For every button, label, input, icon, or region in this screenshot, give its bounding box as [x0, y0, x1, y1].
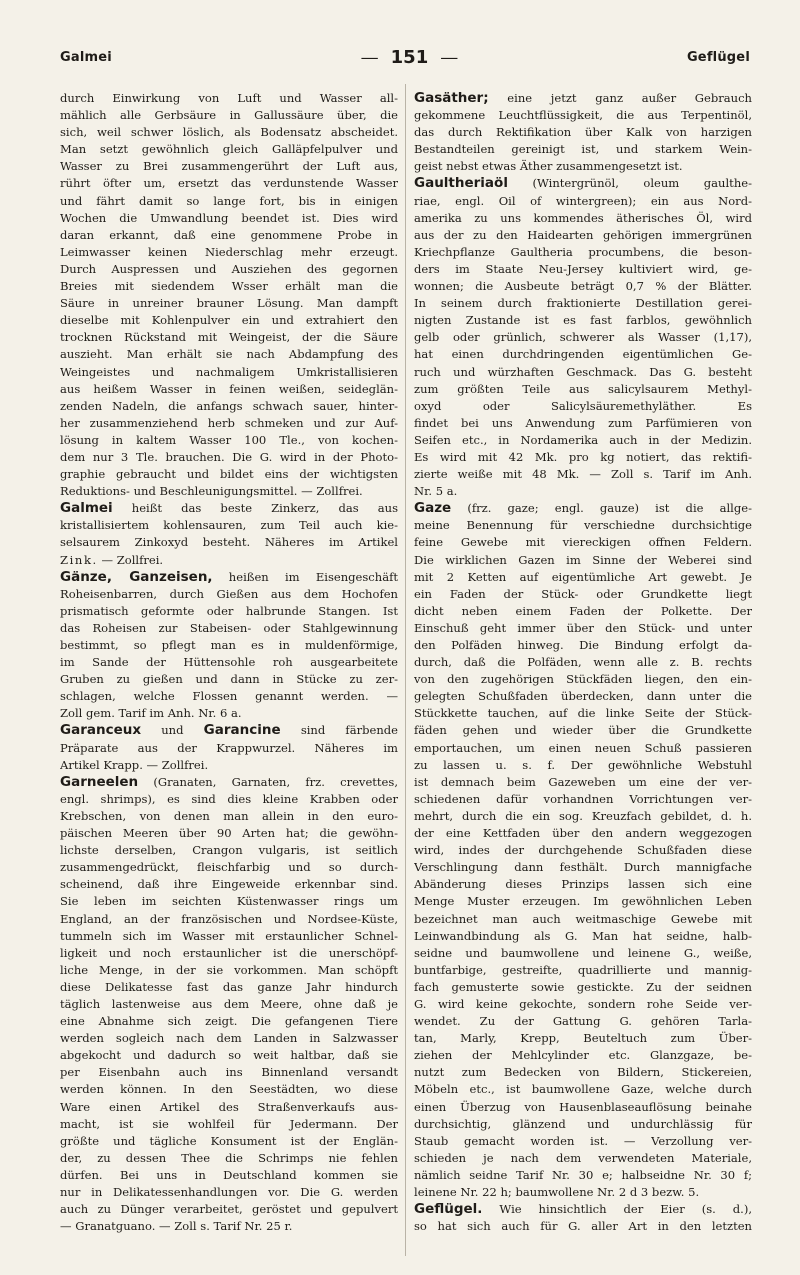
line-text: (frz. gaze; engl. gauze) ist die allge- — [451, 501, 752, 516]
text-line — [60, 911, 398, 928]
text-line — [414, 945, 752, 962]
spaced-term: Zink. — [60, 552, 98, 567]
header-center — [361, 47, 459, 68]
text-line — [60, 210, 398, 227]
text-line — [414, 381, 752, 398]
text-line — [414, 825, 752, 842]
text-line — [60, 893, 398, 910]
text-line — [414, 722, 752, 739]
entry-headword: Garneelen — [60, 773, 139, 790]
line-text: Leinwandbindung als G. Man hat seidne, halb- — [414, 928, 752, 943]
text-line — [414, 1099, 752, 1116]
text-line — [414, 859, 752, 876]
line-text: eine jetzt ganz außer Gebrauch — [488, 91, 752, 105]
line-text: hat einen durchdringenden eigentümlichen Ge- — [414, 347, 752, 362]
line-text: geist nebst etwas Äther zusammengesetzt ist. — [414, 159, 683, 174]
text-line — [414, 398, 752, 415]
text-line — [60, 825, 398, 842]
line-text: fäden gehen und wieder über die Grundkette — [414, 723, 752, 738]
line-text: schieden je nach dem verwendeten Materiale, — [414, 1150, 752, 1165]
line-text: liche Menge, in der sie vorkommen. Man schöpft — [60, 962, 398, 977]
text-line — [60, 107, 398, 124]
entry-headword: Gaze — [414, 500, 452, 517]
text-line — [60, 278, 398, 295]
line-text: findet bei uns Anwendung zum Parfümieren von — [414, 415, 752, 430]
text-line — [60, 1201, 398, 1218]
line-text: ein Faden der Stück- oder Grundkette liegt — [414, 586, 752, 601]
entry-headword: Gasäther; — [414, 90, 489, 106]
line-text: zierte weiße mit 48 Mk. — Zoll s. Tarif im Anh. — [414, 467, 752, 482]
text-line — [414, 654, 752, 671]
text-line — [60, 945, 398, 962]
text-line — [60, 244, 398, 261]
text-line — [414, 124, 752, 141]
line-text: auch zu Dünger verarbeitet, geröstet und gepulvert — [60, 1202, 398, 1217]
line-text: buntfarbige, gestreifte, quadrillierte und mannig- — [414, 962, 752, 977]
text-line — [414, 1064, 752, 1081]
line-text: wonnen; die Ausbeute beträgt 0,7 % der Blätter. — [414, 279, 752, 294]
line-text: (Wintergrünöl, oleum gaulthe- — [507, 176, 752, 191]
text-line — [60, 483, 398, 500]
line-text: Zoll gem. Tarif im Anh. Nr. 6 a. — [60, 706, 242, 721]
line-text: auszieht. Man erhält sie nach Abdampfung des — [60, 347, 398, 362]
header-right-word: Geflügel — [686, 49, 750, 65]
text-line — [414, 996, 752, 1013]
text-line — [414, 193, 752, 210]
text-line — [414, 911, 752, 928]
line-text: daran erkannt, daß eine genommene Probe in — [60, 227, 398, 242]
line-text: Gruben zu gießen und dann in Stücke zu zer- — [60, 672, 398, 687]
entry-headword: Garancine — [203, 722, 281, 739]
line-text: zum größten Teile aus salicylsaurem Methyl- — [414, 381, 752, 396]
text-line — [60, 1099, 398, 1116]
text-line — [60, 124, 398, 141]
text-line — [60, 791, 398, 808]
right-column — [414, 90, 752, 1255]
text-line — [60, 312, 398, 329]
line-text: emportauchen, um einen neuen Schuß passieren — [414, 740, 752, 755]
line-text: Die wirklichen Gazen im Sinne der Weberei sind — [414, 552, 752, 567]
text-line — [414, 107, 752, 124]
line-text: selsaurem Zinkoxyd besteht. Näheres im Artikel — [60, 535, 398, 550]
line-text: Menge Muster erzeugen. Im gewöhnlichen Leben — [414, 894, 752, 909]
text-line — [60, 432, 398, 449]
line-text: das durch Rektifikation über Kalk von harzigen — [414, 125, 752, 140]
line-text: durchsichtig, glänzend und undurchlässig für — [414, 1116, 752, 1131]
text-line — [60, 329, 398, 346]
line-text: Wasser zu Brei zusammengerührt der Luft aus, — [60, 159, 398, 174]
line-text: oxyd oder Salicylsäuremethyläther. Es — [414, 398, 752, 413]
line-text: meine Benennung für verschiedne durchsichtige — [414, 518, 752, 533]
text-line — [414, 449, 752, 466]
text-line — [414, 1133, 752, 1150]
line-text: werden sogleich nach dem Landen in Salzwasser — [60, 1031, 398, 1046]
text-line — [60, 928, 398, 945]
text-line — [60, 517, 398, 534]
line-text: durch Einwirkung von Luft und Wasser all- — [60, 91, 398, 105]
text-line — [60, 552, 398, 569]
line-text: G. wird keine gekochte, sondern rohe Seide ver- — [414, 996, 752, 1011]
text-line — [414, 500, 752, 517]
line-text: Roheisenbarren, durch Gießen aus dem Hochofen — [60, 586, 398, 601]
text-line — [414, 808, 752, 825]
line-text: lösung in kaltem Wasser 100 Tle., von kochen- — [60, 432, 398, 447]
text-line — [414, 1047, 752, 1064]
line-text: Stückkette tauchen, auf die linke Seite der Stück- — [414, 706, 752, 721]
line-text: leinene Nr. 22 h; baumwollene Nr. 2 d 3 bezw. 5. — [414, 1185, 700, 1199]
line-text: — Zollfrei. — [97, 552, 164, 567]
text-line — [60, 1081, 398, 1098]
line-text: diese Delikatesse fast das ganze Jahr hindurch — [60, 979, 398, 994]
line-text: Verschlingung dann festhält. Durch mannigfache — [414, 860, 752, 875]
line-text: heißt das beste Zinkerz, das aus — [112, 501, 398, 516]
text-line — [60, 586, 398, 603]
text-line — [60, 603, 398, 620]
text-line — [414, 705, 752, 722]
text-line — [414, 1013, 752, 1030]
line-text: bestimmt, so pflegt man es in muldenförmige, — [60, 638, 398, 652]
text-line — [60, 364, 398, 381]
line-text: eine Abnahme sich zeigt. Die gefangenen Tiere — [60, 1014, 398, 1029]
text-line — [60, 774, 398, 791]
text-line — [414, 1150, 752, 1167]
text-line — [60, 1167, 398, 1184]
text-line — [414, 90, 752, 107]
line-text: Präparate aus der Krappwurzel. Näheres im — [60, 740, 398, 755]
line-text: schiedenen dafür vorhandnen Vorrichtungen ver- — [414, 791, 752, 806]
line-text: tummeln sich im Wasser mit erstaunlicher Schnel- — [60, 928, 398, 943]
line-text: Möbeln etc., ist baumwollene Gaze, welche durch — [414, 1082, 752, 1097]
text-line — [60, 722, 398, 739]
line-text: zu lassen u. s. f. Der gewöhnliche Webstuhl — [414, 757, 752, 772]
line-text: ist demnach beim Gazeweben um eine der ver- — [414, 774, 752, 789]
text-line — [60, 705, 398, 722]
line-text: kristallisiertem kohlensauren, zum Teil auch kie- — [60, 518, 398, 533]
text-line — [60, 1047, 398, 1064]
text-line — [60, 1013, 398, 1030]
text-line — [414, 261, 752, 278]
line-text: gelegten Schußfaden überdecken, dann unter die — [414, 689, 752, 704]
line-text: werden können. In den Seestädten, wo diese — [60, 1082, 398, 1097]
text-line — [60, 620, 398, 637]
line-text: Ware einen Artikel des Straßenverkaufs aus- — [60, 1099, 398, 1114]
line-text: nutzt zum Bedecken von Bildern, Stickereien, — [414, 1065, 752, 1080]
line-text: feine Gewebe mit viereckigen offnen Feldern. — [414, 535, 752, 550]
text-line — [414, 1081, 752, 1098]
text-line — [60, 569, 398, 586]
line-text: nämlich seidne Tarif Nr. 30 e; halbseidne Nr. 30 f; — [414, 1167, 752, 1182]
line-text: dieselbe mit Kohlenpulver ein und extrahiert den — [60, 313, 398, 328]
text-line — [414, 1030, 752, 1047]
line-text: fach gemusterte sowie gestickte. Zu der seidnen — [414, 979, 752, 994]
text-line — [60, 381, 398, 398]
line-text: Artikel Krapp. — Zollfrei. — [60, 757, 209, 772]
line-text: heißen im Eisengeschäft — [212, 569, 398, 584]
text-line — [414, 842, 752, 859]
text-line — [414, 517, 752, 534]
text-line — [60, 996, 398, 1013]
text-line — [60, 534, 398, 551]
text-line — [414, 791, 752, 808]
text-line — [414, 295, 752, 312]
text-line — [60, 637, 398, 654]
line-text: das Roheisen zur Stabeisen- oder Stahlgewinnung — [60, 620, 398, 635]
line-text: und fährt damit so lange fort, bis in einigen — [60, 193, 398, 208]
line-text: Abänderung dieses Prinzips lassen sich eine — [414, 877, 752, 892]
text-line — [414, 534, 752, 551]
text-line — [60, 979, 398, 996]
text-line — [414, 278, 752, 295]
text-line — [414, 1167, 752, 1184]
line-text: Weingeistes und nachmaligem Umkristallisieren — [60, 364, 398, 379]
text-line — [414, 364, 752, 381]
line-text: trocknen Rückstand mit Weingeist, der die Säure — [60, 330, 398, 345]
line-text: der eine Kettfaden über den andern weggezogen — [414, 826, 752, 841]
text-line — [414, 757, 752, 774]
text-line — [60, 688, 398, 705]
text-line — [60, 859, 398, 876]
text-line — [60, 1184, 398, 1201]
line-text: Es wird mit 42 Mk. pro kg notiert, das rektifi- — [414, 449, 752, 464]
line-text: Staub gemacht worden ist. — Verzollung ver- — [414, 1133, 752, 1148]
line-text: rührt öfter um, ersetzt das verdunstende Wasser — [60, 176, 398, 191]
text-line — [414, 774, 752, 791]
line-text: tan, Marly, Krepp, Beuteltuch zum Über- — [414, 1031, 752, 1046]
line-text: schlagen, welche Flossen genannt werden. — — [60, 689, 398, 704]
line-text: gekommene Leuchtflüssigkeit, die aus Terpentinöl, — [414, 108, 752, 123]
line-text: gelb oder grünlich, schwerer als Wasser (1,17), — [414, 330, 752, 345]
text-line — [414, 158, 752, 175]
text-line — [60, 466, 398, 483]
line-text: im Sande der Hüttensohle roh ausgearbeitete — [60, 655, 398, 670]
line-text: prismatisch geformte oder halbrunde Stangen. Ist — [60, 603, 398, 618]
line-text: graphie gebraucht und bildet eins der wichtigsten — [60, 467, 398, 482]
text-line — [60, 1064, 398, 1081]
text-line — [414, 620, 752, 637]
text-line — [414, 586, 752, 603]
text-line — [60, 158, 398, 175]
text-line — [414, 210, 752, 227]
line-text: ders im Staate Neu-Jersey kultiviert wird, ge- — [414, 261, 752, 276]
text-line — [414, 1116, 752, 1133]
line-text: sich, weil schwer löslich, als Bodensatz abscheidet. — [60, 125, 398, 140]
text-line — [60, 1150, 398, 1167]
line-text: bezeichnet man auch weitmaschige Gewebe mit — [414, 911, 752, 926]
line-text: zusammengedrückt, fleischfarbig und so durch- — [60, 860, 398, 875]
line-text: lichste derselben, Crangon vulgaris, ist seitlich — [60, 843, 398, 858]
line-text: dürfen. Bei uns in Deutschland kommen sie — [60, 1167, 398, 1182]
line-text: aus der zu den Haidearten gehörigen immergrünen — [414, 227, 752, 242]
line-text: ziehen der Mehlcylinder etc. Glanzgaze, be- — [414, 1048, 752, 1063]
line-text: — Granatguano. — Zoll s. Tarif Nr. 25 r. — [60, 1219, 293, 1234]
text-line — [414, 1201, 752, 1218]
running-header — [60, 40, 750, 74]
header-left-word: Galmei — [60, 49, 112, 65]
text-line — [60, 671, 398, 688]
line-text: Durch Auspressen und Ausziehen des gegornen — [60, 261, 398, 276]
text-line — [60, 500, 398, 517]
entry-headword: Gaultheriaöl — [414, 175, 508, 192]
header-dash-left: — — [360, 46, 379, 68]
entry-headword: Geflügel. — [414, 1201, 483, 1218]
line-text: von den zugehörigen Stückfäden liegen, den ein- — [414, 672, 752, 687]
text-line — [414, 1218, 752, 1235]
text-line — [60, 227, 398, 244]
text-line — [60, 740, 398, 757]
line-text: Leimwasser keinen Niederschlag mehr erzeugt. — [60, 244, 398, 259]
text-line — [60, 1218, 398, 1235]
line-text: her zusammenziehend herb schmeken und zur Auf- — [60, 415, 398, 430]
text-line — [60, 842, 398, 859]
text-line — [60, 757, 398, 774]
line-text: und — [141, 723, 204, 738]
text-line — [60, 141, 398, 158]
text-line — [414, 415, 752, 432]
text-line — [60, 1030, 398, 1047]
text-line — [414, 175, 752, 192]
line-text: Nr. 5 a. — [414, 484, 458, 499]
text-line — [60, 449, 398, 466]
column-divider — [405, 84, 406, 1256]
header-dash-right: — — [440, 46, 459, 68]
line-text: täglich lastenweise aus dem Meere, ohne daß je — [60, 996, 398, 1011]
text-line — [414, 329, 752, 346]
text-line — [414, 466, 752, 483]
text-line — [60, 415, 398, 432]
text-line — [60, 398, 398, 415]
text-line — [60, 876, 398, 893]
line-text: ruch und würzhaften Geschmack. Das G. besteht — [414, 364, 752, 379]
entry-headword: Gänze, Ganzeisen, — [60, 568, 213, 585]
line-text: abgekocht und dadurch so weit haltbar, daß sie — [60, 1048, 398, 1063]
line-text: sind färbende — [280, 723, 398, 738]
line-text: einen Überzug von Hausenblaseauflösung beinahe — [414, 1099, 752, 1114]
line-text: scheinend, daß ihre Eingeweide erkennbar sind. — [60, 877, 398, 892]
text-line — [414, 893, 752, 910]
line-text: amerika zu uns kommendes ätherisches Öl, wird — [414, 210, 752, 225]
line-text: den Polfäden hinweg. Die Bindung erfolgt da- — [414, 638, 752, 652]
text-line — [414, 928, 752, 945]
text-line — [60, 193, 398, 210]
line-text: zenden Nadeln, die anfangs schwach sauer, hinter- — [60, 398, 398, 413]
line-text: Man setzt gewöhnlich gleich Galläpfelpulver und — [60, 142, 398, 157]
text-line — [414, 432, 752, 449]
line-text: nur in Delikatessenhandlungen vor. Die G. werden — [60, 1185, 398, 1199]
line-text: durch, daß die Polfäden, wenn alle z. B. rechts — [414, 655, 752, 670]
text-line — [414, 569, 752, 586]
line-text: seidne und baumwollene und leinene G., weiße, — [414, 945, 752, 960]
line-text: größte und tägliche Konsument ist der Englän- — [60, 1133, 398, 1148]
line-text: Sie leben im seichten Küstenwasser rings um — [60, 894, 398, 909]
text-line — [414, 688, 752, 705]
line-text: dem nur 3 Tle. brauchen. Die G. wird in der Photo- — [60, 449, 398, 464]
line-text: ligkeit und noch erstaunlicher ist die unerschöpf- — [60, 945, 398, 960]
text-line — [60, 346, 398, 363]
text-line — [414, 671, 752, 688]
line-text: Reduktions- und Beschleunigungsmittel. — Zollfrei. — [60, 484, 363, 499]
text-line — [414, 603, 752, 620]
text-line — [60, 261, 398, 278]
line-text: Kriechpflanze Gaultheria procumbens, die beson- — [414, 244, 752, 259]
text-line — [60, 654, 398, 671]
text-line — [414, 637, 752, 654]
line-text: aus heißem Wasser in feinen weißen, seideglän- — [60, 381, 398, 396]
line-text: mit 2 Ketten auf eigentümliche Art gewebt. Je — [414, 569, 752, 584]
text-line — [60, 175, 398, 192]
text-line — [414, 740, 752, 757]
line-text: England, an der französischen und Nordsee-Küste, — [60, 911, 398, 926]
text-line — [414, 227, 752, 244]
text-line — [60, 962, 398, 979]
line-text: päischen Meeren über 90 Arten hat; die gewöhn- — [60, 826, 398, 841]
line-text: dicht neben einem Faden der Polkette. Der — [414, 603, 752, 618]
line-text: Wie hinsichtlich der Eier (s. d.), — [482, 1202, 752, 1217]
line-text: der, zu dessen Thee die Schrimps nie fehlen — [60, 1150, 398, 1165]
left-column — [60, 90, 398, 1255]
line-text: so hat sich auch für G. aller Art in den letzten — [414, 1219, 752, 1234]
text-line — [60, 1133, 398, 1150]
line-text: macht, ist sie wohlfeil für Jedermann. Der — [60, 1116, 398, 1131]
line-text: mählich alle Gerbsäure in Gallussäure über, die — [60, 108, 398, 123]
line-text: Seifen etc., in Nordamerika auch in der Medizin. — [414, 432, 752, 447]
line-text: wendet. Zu der Gattung G. gehören Tarla- — [414, 1014, 752, 1029]
page-number: 151 — [390, 46, 429, 68]
text-line — [414, 312, 752, 329]
line-text: (Granaten, Garnaten, frz. crevettes, — [138, 774, 398, 789]
line-text: Krebschen, von denen man allein in den euro- — [60, 808, 398, 823]
text-line — [414, 346, 752, 363]
text-line — [414, 483, 752, 500]
line-text: mehrt, durch die ein sog. Kreuzfach gebildet, d. h. — [414, 808, 752, 823]
line-text: nigten Zustande ist es fast farblos, gewöhnlich — [414, 313, 752, 328]
line-text: per Eisenbahn auch ins Binnenland versandt — [60, 1065, 398, 1080]
text-line — [60, 295, 398, 312]
line-text: riae, engl. Oil of wintergreen); ein aus Nord- — [414, 193, 752, 208]
text-line — [414, 1184, 752, 1201]
line-text: wird, indes der durchgehende Schußfaden diese — [414, 843, 752, 858]
entry-headword: Galmei — [60, 500, 113, 517]
text-line — [414, 876, 752, 893]
text-line — [60, 90, 398, 107]
text-line — [60, 1116, 398, 1133]
entry-headword: Garanceux — [60, 722, 142, 739]
text-line — [414, 979, 752, 996]
line-text: Säure in unreiner brauner Lösung. Man dampft — [60, 296, 398, 311]
text-line — [414, 962, 752, 979]
line-text: In seinem durch fraktionierte Destillation gerei- — [414, 296, 752, 311]
line-text: Bestandteilen gereinigt ist, und starkem Wein- — [414, 142, 752, 157]
line-text: Einschuß geht immer über den Stück- und unter — [414, 620, 752, 635]
text-line — [414, 552, 752, 569]
text-line — [414, 244, 752, 261]
text-line — [414, 141, 752, 158]
line-text: Breies mit siedendem Wsser erhält man die — [60, 279, 398, 294]
line-text: Wochen die Umwandlung beendet ist. Dies wird — [60, 210, 398, 225]
line-text: engl. shrimps), es sind dies kleine Krabben oder — [60, 791, 398, 806]
text-line — [60, 808, 398, 825]
